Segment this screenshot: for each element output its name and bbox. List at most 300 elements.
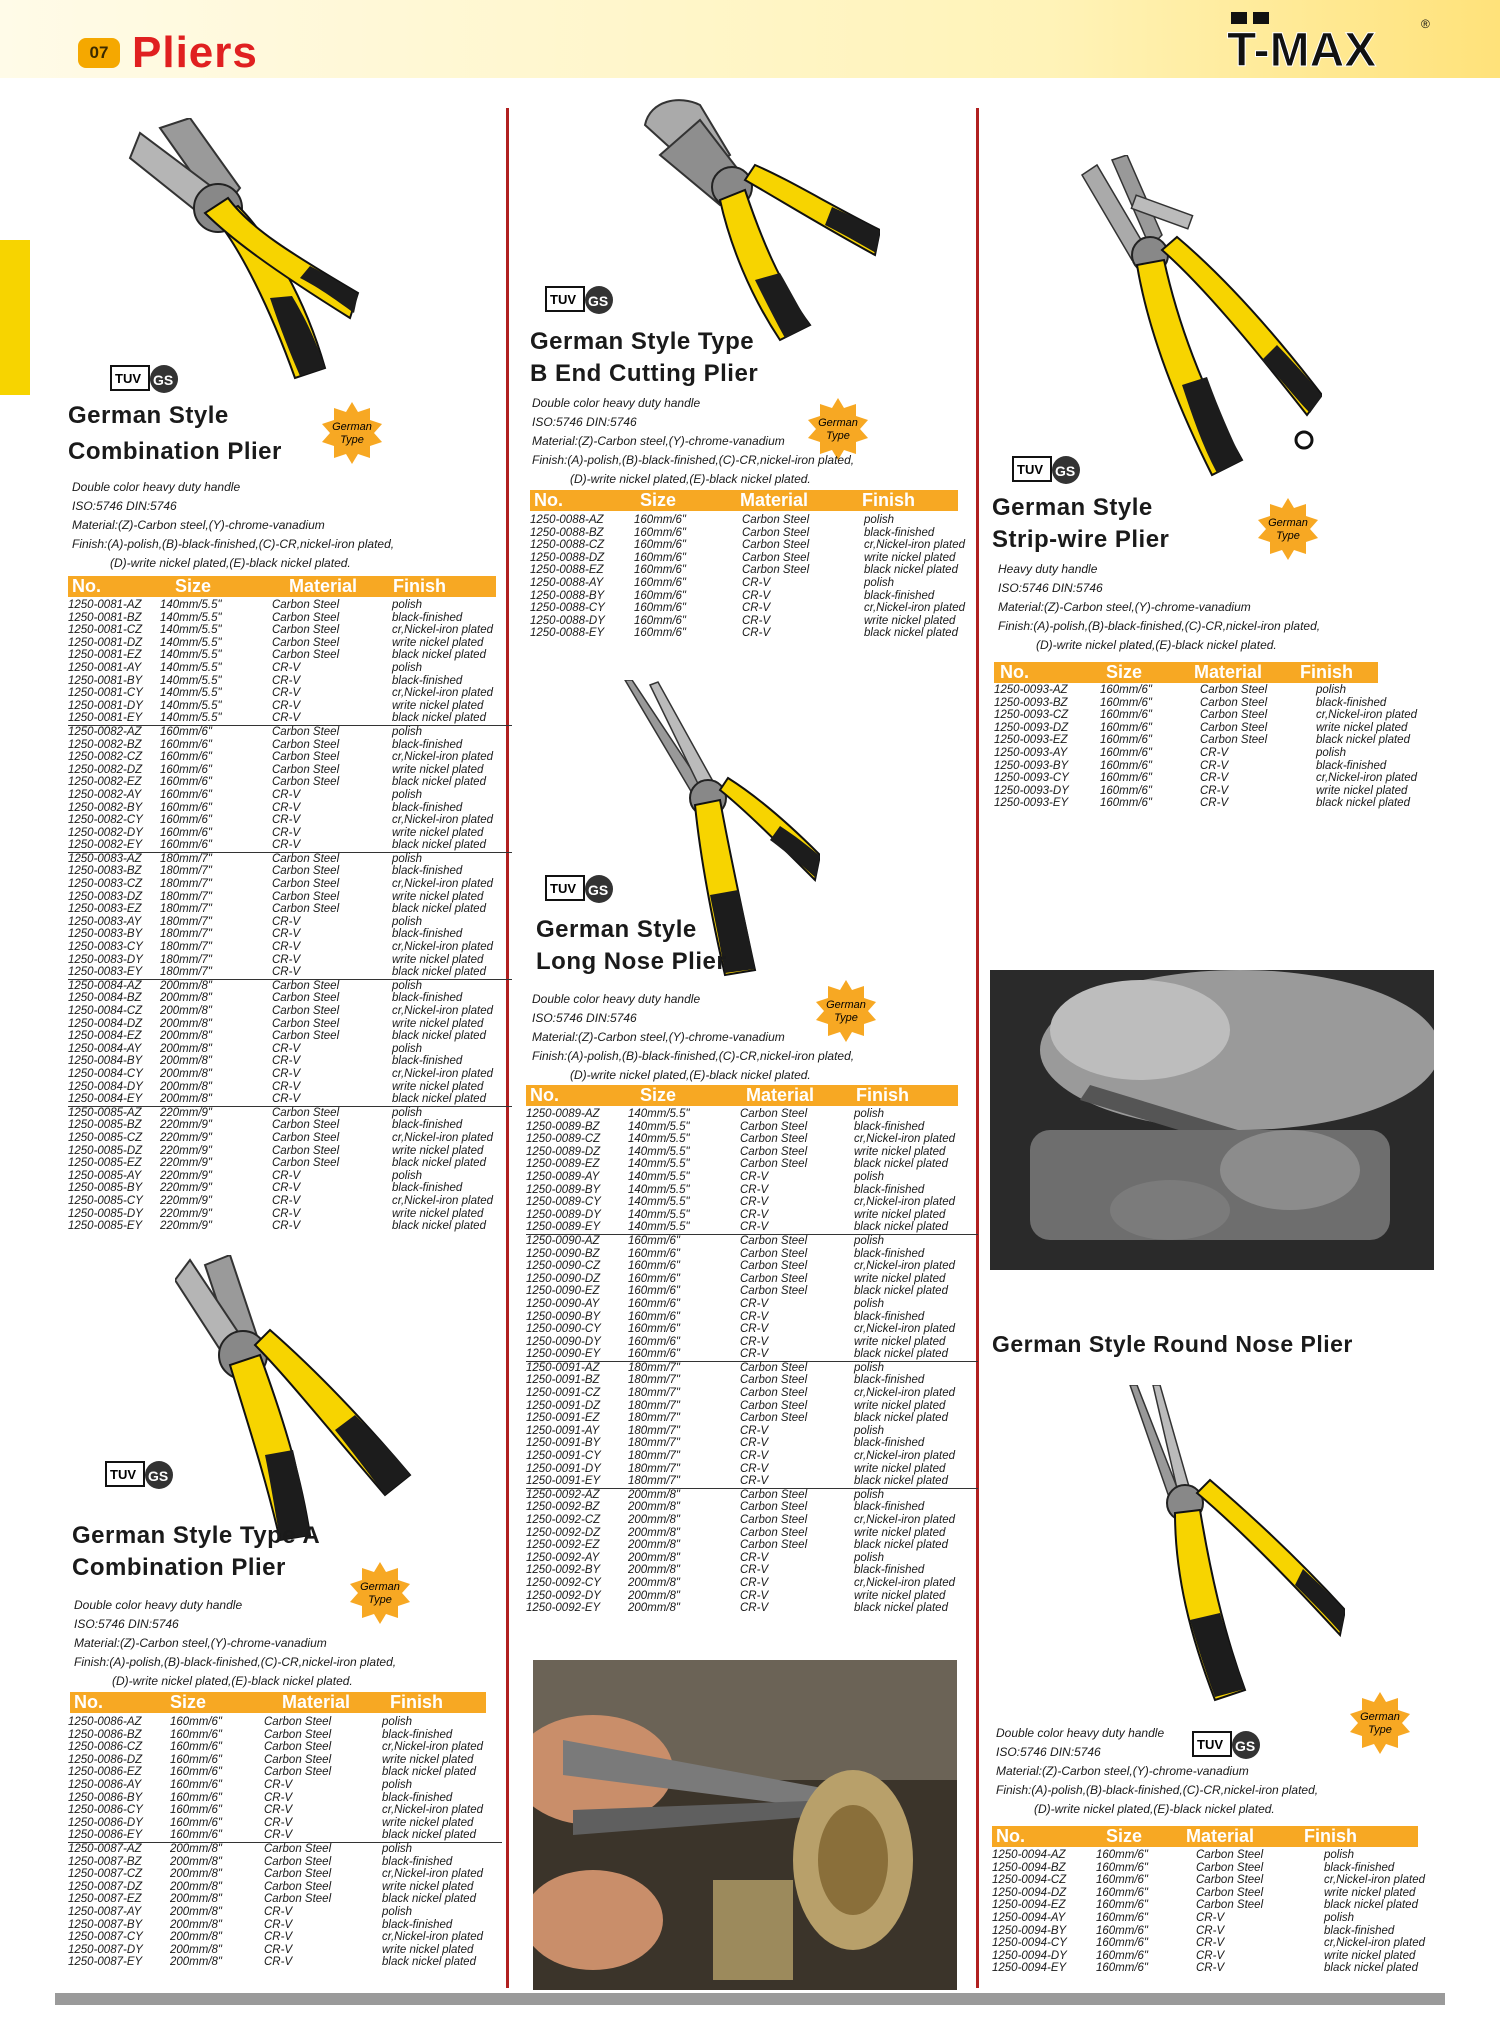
- svg-text:Type: Type: [340, 434, 364, 446]
- cell-material-text: CR-V: [1200, 784, 1229, 797]
- cell-size: [160, 1157, 260, 1170]
- table-row: [68, 916, 512, 929]
- cell-no-text: BY: [126, 1055, 143, 1068]
- cell-finish-text: cr,Nickel-iron plated: [382, 1931, 483, 1944]
- table-row: [530, 590, 984, 603]
- cell-finish-text: black-finished: [1316, 696, 1387, 709]
- cell-finish: [844, 1184, 978, 1197]
- cell-size: [160, 1068, 260, 1081]
- table-row: [526, 1539, 978, 1552]
- cell-material: [260, 687, 382, 700]
- cell-no-text: 1250-0093-: [994, 696, 1053, 709]
- table-row: [68, 1729, 502, 1742]
- strip-wire-plier-image: [1072, 155, 1322, 490]
- cell-size: [160, 891, 260, 904]
- cell-no-text: 1250-0083-: [68, 865, 127, 878]
- cell-material-text: CR-V: [740, 1335, 769, 1348]
- cell-no-text: CZ: [126, 1131, 143, 1144]
- cell-material: [260, 865, 382, 878]
- cell-size-text: 160mm/6": [170, 1829, 223, 1842]
- cell-size: [160, 649, 260, 662]
- cell-no: [68, 1856, 170, 1869]
- table-row: [68, 1754, 502, 1767]
- cell-material: [260, 1182, 382, 1195]
- cell-finish: [854, 615, 984, 628]
- cell-size-text: 180mm/7": [628, 1475, 681, 1488]
- cell-size-text: 180mm/7": [160, 928, 213, 941]
- cell-material: [260, 1005, 382, 1018]
- cell-material-text: CR-V: [272, 801, 301, 814]
- cell-no: [530, 552, 634, 565]
- cell-no-text: 1250-0084-: [68, 979, 127, 992]
- cell-material: [260, 764, 382, 777]
- cell-size: [634, 514, 730, 527]
- table-header: [526, 1085, 958, 1106]
- cell-finish: [382, 662, 512, 675]
- cell-material: [260, 612, 382, 625]
- table-row: [68, 1106, 512, 1119]
- cell-no-text: AZ: [584, 1361, 600, 1374]
- cell-no-text: 1250-0091-: [526, 1424, 585, 1437]
- cell-size: [160, 928, 260, 941]
- cell-material-text: Carbon Steel: [264, 1880, 332, 1893]
- table-row: [68, 1018, 512, 1031]
- cell-finish-text: write nickel plated: [854, 1272, 946, 1285]
- cell-material-text: CR-V: [1196, 1962, 1225, 1975]
- cell-no-text: 1250-0092-: [526, 1589, 585, 1602]
- table-row: [68, 1068, 512, 1081]
- cell-material: [728, 1298, 844, 1311]
- cell-finish-text: cr,Nickel-iron plated: [854, 1450, 955, 1463]
- cell-no-text: EZ: [588, 564, 604, 577]
- cell-size-text: 200mm/8": [160, 1017, 213, 1030]
- cell-size: [170, 1944, 252, 1957]
- cell-no-text: DZ: [584, 1145, 601, 1158]
- table-row: [68, 1881, 502, 1894]
- cell-no-text: 1250-0088-: [530, 627, 589, 640]
- cell-no-text: EY: [126, 966, 143, 979]
- cell-size-text: 160mm/6": [170, 1741, 223, 1754]
- header-finish: Finish: [1300, 662, 1353, 682]
- cell-material-text: CR-V: [272, 928, 301, 941]
- cell-size-text: 160mm/6": [1100, 696, 1153, 709]
- cell-material-text: Carbon Steel: [272, 878, 340, 891]
- table-row: [68, 1741, 502, 1754]
- product-title-line: B End Cutting Plier: [530, 360, 759, 387]
- cell-finish-text: polish: [854, 1488, 885, 1501]
- cell-material-text: Carbon Steel: [740, 1514, 808, 1526]
- registered-mark: ®: [1421, 17, 1430, 31]
- cell-material-text: CR-V: [1196, 1937, 1225, 1950]
- cell-no-text: 1250-0082-: [68, 776, 127, 789]
- header-material: Material: [282, 1692, 351, 1712]
- table-row: [526, 1184, 978, 1197]
- cell-no-text: DY: [126, 826, 143, 839]
- cell-finish-text: cr,Nickel-iron plated: [392, 878, 493, 891]
- cell-material: [728, 1501, 844, 1514]
- cell-size: [1096, 1937, 1184, 1950]
- cell-material-text: CR-V: [742, 614, 771, 627]
- cell-material-text: CR-V: [272, 1220, 301, 1233]
- cell-material-text: CR-V: [272, 839, 301, 852]
- cell-size-text: 180mm/7": [628, 1361, 681, 1374]
- cell-no: [992, 1962, 1096, 1975]
- cell-no-text: 1250-0082-: [68, 801, 127, 814]
- cell-finish-text: polish: [854, 1361, 885, 1374]
- cell-no: [68, 1182, 160, 1195]
- table-row: [68, 1944, 502, 1957]
- cell-no-text: 1250-0085-: [68, 1169, 127, 1182]
- table-row: [526, 1527, 978, 1540]
- cell-no-text: 1250-0091-: [526, 1374, 585, 1387]
- header-material: Material: [1194, 662, 1263, 682]
- spec-line: Material:(Z)-Carbon steel,(Y)-chrome-vanadium: [996, 1764, 1249, 1778]
- cell-no-text: 1250-0084-: [68, 1005, 127, 1017]
- table-row: [992, 1887, 1444, 1900]
- cell-finish-text: cr,Nickel-iron plated: [382, 1868, 483, 1881]
- cell-size-text: 160mm/6": [628, 1297, 681, 1310]
- cell-material: [260, 1055, 382, 1068]
- cell-size-text: 160mm/6": [160, 814, 213, 827]
- cell-no-text: 1250-0094-: [992, 1861, 1051, 1874]
- cell-finish-text: write nickel plated: [854, 1589, 946, 1602]
- cell-no: [994, 734, 1100, 747]
- cell-no-text: 1250-0083-: [68, 941, 127, 954]
- cell-no-text: 1250-0085-: [68, 1194, 127, 1207]
- cell-finish: [1306, 722, 1436, 735]
- cell-no: [526, 1221, 628, 1234]
- cell-size-text: 200mm/8": [170, 1931, 223, 1944]
- cell-material-text: Carbon Steel: [1200, 709, 1268, 722]
- cell-no-text: DZ: [584, 1272, 601, 1285]
- cell-size: [628, 1602, 728, 1615]
- cell-material: [260, 1030, 382, 1043]
- cell-no-text: 1250-0081-: [68, 636, 127, 649]
- cell-finish-text: black-finished: [382, 1728, 453, 1741]
- cell-material-text: CR-V: [272, 687, 301, 700]
- cell-size: [160, 1195, 260, 1208]
- cell-no-text: CZ: [584, 1514, 601, 1526]
- cell-material: [260, 649, 382, 662]
- cell-size-text: 180mm/7": [628, 1374, 681, 1387]
- cell-finish: [372, 1817, 502, 1830]
- cell-finish-text: black nickel plated: [392, 839, 486, 852]
- cell-finish: [1306, 760, 1436, 773]
- cell-no-text: 1250-0094-: [992, 1849, 1051, 1861]
- cell-material: [260, 1208, 382, 1221]
- cell-finish: [1314, 1950, 1444, 1963]
- cell-no-text: BY: [126, 928, 143, 941]
- cell-material-text: Carbon Steel: [740, 1133, 808, 1146]
- cell-material: [728, 1450, 844, 1463]
- cell-size-text: 180mm/7": [160, 966, 213, 979]
- cell-size-text: 160mm/6": [160, 839, 213, 852]
- cell-material: [728, 1311, 844, 1324]
- cell-finish-text: write nickel plated: [392, 1017, 484, 1030]
- cell-size: [170, 1829, 252, 1842]
- cell-size: [160, 1055, 260, 1068]
- cell-finish: [382, 979, 512, 992]
- cell-no-text: BZ: [584, 1501, 600, 1514]
- table-row: [992, 1937, 1444, 1950]
- cell-material: [260, 1081, 382, 1094]
- table-row: [68, 941, 512, 954]
- cell-no-text: 1250-0094-: [992, 1924, 1051, 1937]
- cell-finish-text: write nickel plated: [382, 1943, 474, 1956]
- cell-size-text: 140mm/5.5": [628, 1158, 690, 1171]
- cell-material: [252, 1906, 372, 1919]
- cell-size-text: 160mm/6": [170, 1766, 223, 1779]
- cell-size-text: 160mm/6": [1100, 746, 1153, 759]
- cell-finish-text: write nickel plated: [854, 1208, 946, 1221]
- table-row: [526, 1437, 978, 1450]
- cell-material-text: Carbon Steel: [742, 526, 810, 539]
- cell-finish: [372, 1804, 502, 1817]
- cell-no-text: AY: [584, 1551, 600, 1564]
- cell-no-text: 1250-0089-: [526, 1133, 585, 1146]
- cell-material: [252, 1944, 372, 1957]
- cell-material: [260, 1043, 382, 1056]
- table-row: [68, 1956, 502, 1969]
- cell-material-text: Carbon Steel: [1200, 684, 1268, 696]
- cell-no-text: DZ: [584, 1526, 601, 1539]
- cell-no-text: 1250-0090-: [526, 1260, 585, 1273]
- cell-no: [526, 1361, 628, 1374]
- cell-no-text: 1250-0085-: [68, 1144, 127, 1157]
- cell-size: [1096, 1874, 1184, 1887]
- cell-size-text: 160mm/6": [634, 514, 687, 526]
- spec-line: (D)-write nickel plated,(E)-black nickel plated.: [112, 1674, 353, 1688]
- table-row: [530, 514, 984, 527]
- cell-no-text: 1250-0094-: [992, 1911, 1051, 1924]
- cell-finish: [382, 1068, 512, 1081]
- cell-no-text: 1250-0089-: [526, 1108, 585, 1120]
- cell-material: [728, 1412, 844, 1425]
- spec-line: Material:(Z)-Carbon steel,(Y)-chrome-vanadium: [532, 434, 785, 448]
- cell-no-text: CY: [588, 602, 605, 615]
- cell-no-text: EY: [584, 1221, 601, 1234]
- table-row: [526, 1273, 978, 1286]
- cell-material-text: CR-V: [272, 826, 301, 839]
- cell-size-text: 200mm/8": [160, 979, 213, 992]
- cell-no: [526, 1387, 628, 1400]
- table-row: [68, 1804, 502, 1817]
- cell-no-text: 1250-0090-: [526, 1285, 585, 1298]
- plier-in-use-photo: [533, 1660, 957, 1990]
- table-row: [68, 992, 512, 1005]
- cell-finish-text: black-finished: [854, 1437, 925, 1450]
- table-row: [68, 612, 512, 625]
- cell-no-text: BZ: [1050, 1861, 1066, 1874]
- product-title-line: German Style Round Nose Plier: [992, 1331, 1353, 1357]
- cell-finish-text: polish: [392, 915, 423, 928]
- product-title-line: Combination Plier: [68, 438, 282, 465]
- cell-size-text: 180mm/7": [628, 1399, 681, 1412]
- cell-finish: [844, 1311, 978, 1324]
- cell-no: [994, 772, 1100, 785]
- svg-text:TUV: TUV: [550, 881, 576, 896]
- cell-no: [526, 1298, 628, 1311]
- table-row: [526, 1590, 978, 1603]
- cell-material: [260, 1157, 382, 1170]
- cell-finish: [1306, 709, 1436, 722]
- cell-material-text: CR-V: [272, 788, 301, 801]
- cell-size-text: 180mm/7": [160, 941, 213, 954]
- cell-no-text: CZ: [584, 1133, 601, 1146]
- cell-material: [252, 1956, 372, 1969]
- cell-size: [170, 1881, 252, 1894]
- cell-material-text: CR-V: [264, 1829, 293, 1842]
- cell-finish-text: polish: [854, 1297, 885, 1310]
- table-row: [68, 725, 512, 738]
- cell-finish: [382, 1170, 512, 1183]
- cell-no: [992, 1950, 1096, 1963]
- cell-size: [160, 954, 260, 967]
- cell-finish-text: write nickel plated: [854, 1145, 946, 1158]
- cell-finish: [382, 1106, 512, 1119]
- cell-finish-text: write nickel plated: [392, 1207, 484, 1220]
- cell-size-text: 160mm/6": [634, 627, 687, 640]
- cell-finish-text: cr,Nickel-iron plated: [854, 1323, 955, 1336]
- cell-finish: [1314, 1849, 1444, 1862]
- cell-material-text: Carbon Steel: [740, 1526, 808, 1539]
- cell-no-text: BY: [584, 1564, 601, 1577]
- cell-finish: [382, 802, 512, 815]
- cell-finish-text: cr,Nickel-iron plated: [382, 1741, 483, 1754]
- cell-finish-text: write nickel plated: [392, 826, 484, 839]
- cell-size: [1096, 1912, 1184, 1925]
- cell-size: [160, 1093, 260, 1106]
- cell-finish-text: cr,Nickel-iron plated: [1324, 1937, 1425, 1950]
- product-title-line: Combination Plier: [72, 1554, 286, 1581]
- cell-finish-text: cr,Nickel-iron plated: [392, 1131, 493, 1144]
- cell-no-text: DZ: [1050, 1886, 1067, 1899]
- table-row: [68, 1195, 512, 1208]
- cell-size-text: 160mm/6": [634, 551, 687, 564]
- cell-no-text: 1250-0082-: [68, 839, 127, 852]
- cell-finish: [382, 1119, 512, 1132]
- cell-no-text: AZ: [584, 1108, 600, 1120]
- cell-finish-text: black-finished: [392, 1119, 463, 1132]
- cell-size-text: 160mm/6": [628, 1260, 681, 1273]
- cell-size: [628, 1475, 728, 1488]
- cell-no: [526, 1336, 628, 1349]
- cell-no: [526, 1400, 628, 1413]
- table-row: [68, 1931, 502, 1944]
- cell-no: [68, 916, 160, 929]
- spec-line: Double color heavy duty handle: [532, 396, 701, 410]
- header-no: No.: [1000, 662, 1029, 682]
- cell-material: [260, 776, 382, 789]
- cell-size-text: 160mm/6": [634, 602, 687, 615]
- cell-no: [994, 684, 1100, 697]
- spec-table: [992, 1849, 1444, 1975]
- cell-material: [1184, 1862, 1314, 1875]
- cell-size-text: 200mm/8": [160, 1093, 213, 1106]
- cell-size-text: 140mm/5.5": [628, 1170, 690, 1183]
- cell-size: [160, 979, 260, 992]
- cell-finish: [844, 1602, 978, 1615]
- table-row: [68, 1868, 502, 1881]
- cell-no-text: 1250-0084-: [68, 1093, 127, 1106]
- cell-no: [526, 1184, 628, 1197]
- svg-text:Type: Type: [834, 1012, 858, 1024]
- table-header: [70, 1692, 486, 1713]
- cell-material-text: Carbon Steel: [740, 1501, 808, 1514]
- cell-no-text: BY: [126, 1791, 143, 1804]
- cell-size: [160, 700, 260, 713]
- header-no: No.: [72, 576, 101, 596]
- table-row: [526, 1374, 978, 1387]
- cell-size: [170, 1766, 252, 1779]
- cell-no-text: 1250-0094-: [992, 1937, 1051, 1950]
- cell-no-text: 1250-0082-: [68, 751, 127, 764]
- table-row: [530, 564, 984, 577]
- table-row: [526, 1514, 978, 1527]
- cell-material: [1188, 684, 1306, 697]
- cell-no-text: DY: [1052, 784, 1069, 797]
- product-specs: [998, 560, 1320, 655]
- cell-size: [628, 1361, 728, 1374]
- cell-material-text: Carbon Steel: [272, 624, 340, 637]
- table-row: [68, 1005, 512, 1018]
- cell-finish: [372, 1842, 502, 1855]
- cell-no: [526, 1590, 628, 1603]
- header-finish: Finish: [390, 1692, 443, 1712]
- cell-finish-text: black nickel plated: [382, 1893, 476, 1906]
- cell-size: [160, 903, 260, 916]
- cell-size: [628, 1171, 728, 1184]
- cell-material: [252, 1817, 372, 1830]
- cell-size-text: 160mm/6": [1100, 772, 1153, 785]
- cell-no-text: 1250-0085-: [68, 1106, 127, 1119]
- product-specs: [72, 478, 394, 573]
- cell-finish-text: polish: [382, 1778, 413, 1791]
- cell-size: [160, 1170, 260, 1183]
- table-row: [526, 1501, 978, 1514]
- cell-no: [526, 1158, 628, 1171]
- cell-no-text: BZ: [584, 1120, 600, 1133]
- cell-material: [252, 1766, 372, 1779]
- cell-finish-text: polish: [854, 1551, 885, 1564]
- cell-material: [252, 1804, 372, 1817]
- cell-no-text: CZ: [1050, 1874, 1067, 1887]
- cell-material-text: Carbon Steel: [264, 1716, 332, 1728]
- cell-size-text: 140mm/5.5": [628, 1196, 690, 1209]
- cell-finish-text: black nickel plated: [854, 1285, 948, 1298]
- table-row: [68, 675, 512, 688]
- cell-finish: [844, 1146, 978, 1159]
- cell-size-text: 200mm/8": [628, 1514, 681, 1526]
- cell-finish: [844, 1298, 978, 1311]
- cell-material: [260, 1018, 382, 1031]
- cell-size: [1096, 1849, 1184, 1862]
- table-row: [992, 1962, 1444, 1975]
- svg-text:GS: GS: [148, 1468, 169, 1484]
- cell-material-text: Carbon Steel: [1196, 1861, 1264, 1874]
- cell-finish: [844, 1108, 978, 1121]
- cell-finish: [372, 1881, 502, 1894]
- table-row: [530, 627, 984, 640]
- cell-finish-text: polish: [864, 514, 895, 526]
- cell-material: [728, 1121, 844, 1134]
- cell-material: [252, 1881, 372, 1894]
- cell-no: [994, 747, 1100, 760]
- cell-no-text: 1250-0089-: [526, 1196, 585, 1209]
- cell-no-text: 1250-0093-: [994, 684, 1053, 696]
- cell-finish: [854, 552, 984, 565]
- spec-line: Double color heavy duty handle: [74, 1598, 243, 1612]
